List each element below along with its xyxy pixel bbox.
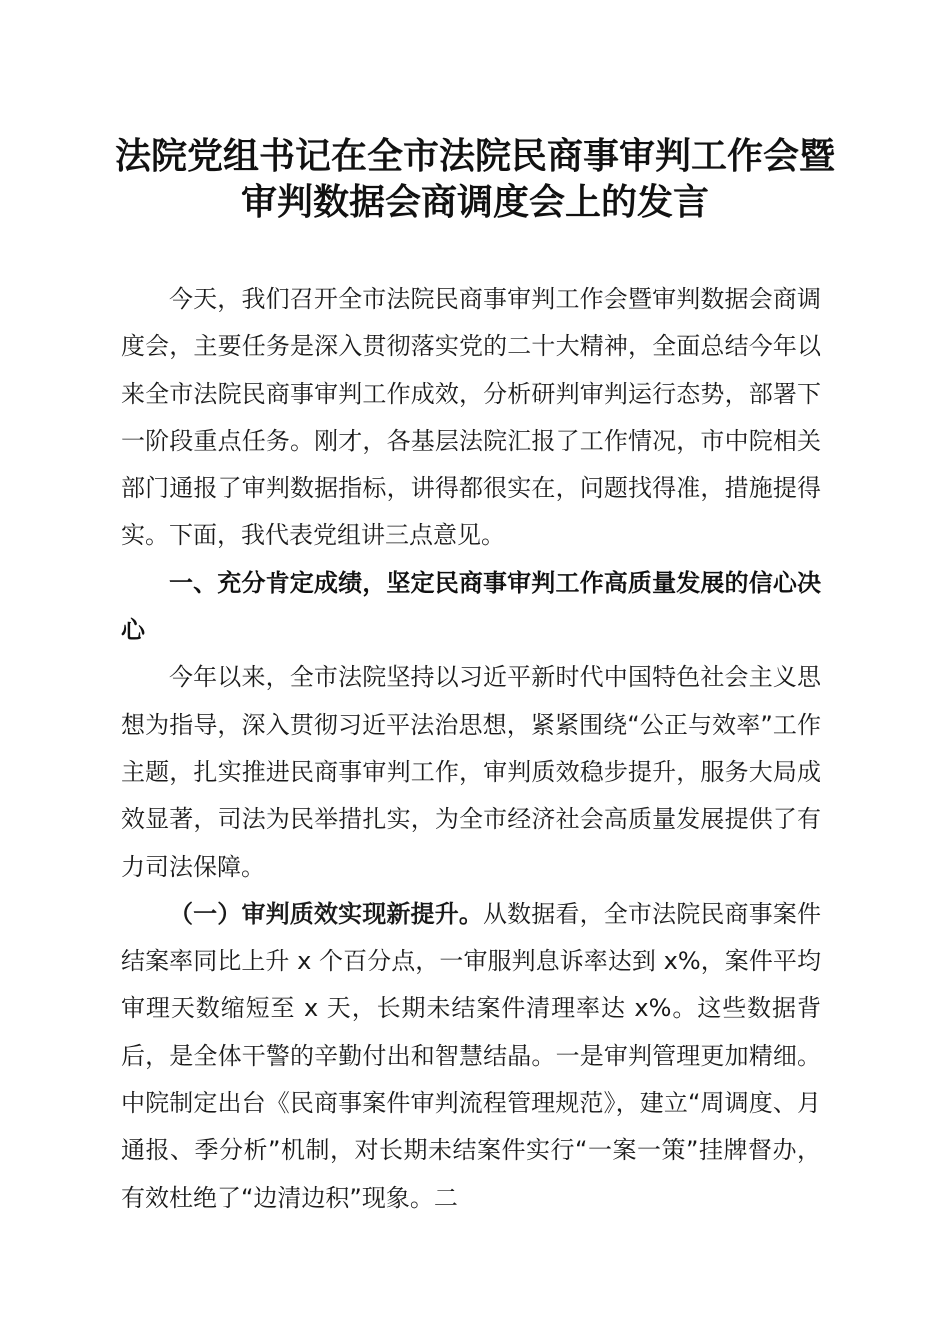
- title-line-1: 法院党组书记在全市法院民商事审判工作会暨: [114, 135, 835, 177]
- document-title: [100, 133, 850, 225]
- document-body: [121, 276, 821, 1222]
- section-1-paragraph: 今年以来，全市法院坚持以习近平新时代中国特色社会主义思想为指导，深入贯彻习近平法治思想，紧紧围绕“公正与效率”工作主题，扎实推进民商事审判工作，审判质效稳步提升，服务大局成效显著，司法为民举措扎实，为全市经济社会高质量发展提供了有力司法保障。: [121, 663, 821, 881]
- section-1-heading: 一、充分肯定成绩，坚定民商事审判工作高质量发展的信心决心: [121, 568, 821, 645]
- subsection-1-paragraph: [121, 891, 821, 1222]
- intro-paragraph: 今天，我们召开全市法院民商事审判工作会暨审判数据会商调度会，主要任务是深入贯彻落实党的二十大精神，全面总结今年以来全市法院民商事审判工作成效，分析研判审判运行态势，部署下一阶段重点任务。刚才，各基层法院汇报了工作情况，市中院相关部门通报了审判数据指标，讲得都很实在，问题找得准，措施提得实。下面，我代表党组讲三点意见。: [121, 285, 821, 550]
- subsection-1-text: 从数据看，全市法院民商事案件结案率同比上升 x 个百分点，一审服判息诉率达到 x%，案件平均审理天数缩短至 x 天，长期未结案件清理率达 x%。这些数据背后，是全体干警的辛勤付出和智慧结晶。一是审判管理更加精细。中院制定出台《民商事案件审判流程管理规范》，建立“周调度、月通报、季分析”机制，对长期未结案件实行“一案一策”挂牌督办，有效杜绝了“边清边积”现象。二: [121, 899, 821, 1212]
- subsection-1-heading: （一）审判质效实现新提升。: [169, 899, 483, 928]
- title-line-2: 审判数据会商调度会上的发言: [240, 181, 709, 223]
